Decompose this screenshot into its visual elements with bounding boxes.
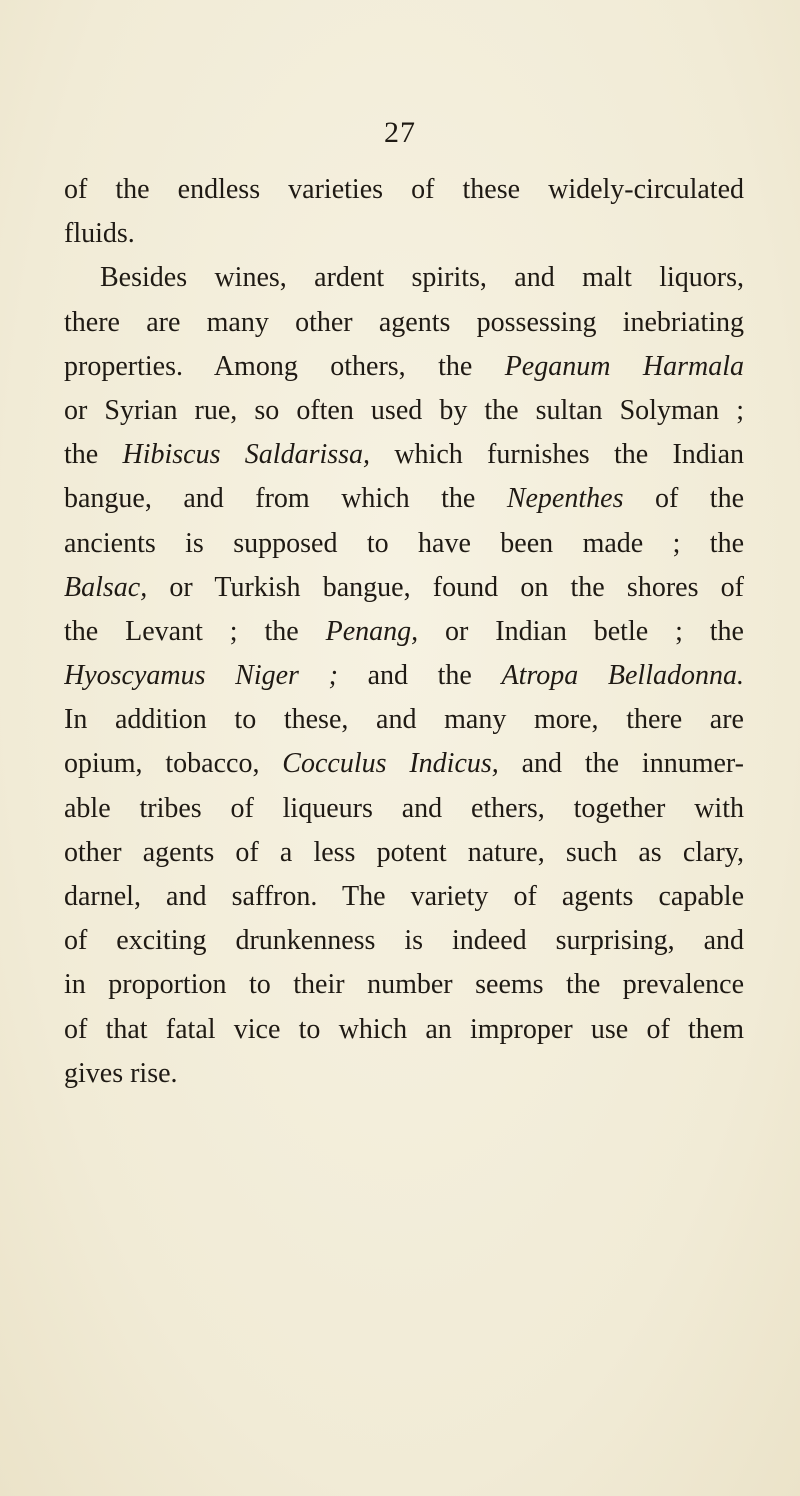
text-line (64, 610, 744, 654)
text-segment: fluids. (64, 218, 135, 250)
text-segment: properties. Among others, the (64, 350, 505, 382)
text-segment: in proportion to their number seems the prevalence (64, 969, 744, 1001)
text-segment: of exciting drunkenness is indeed surprising, and (64, 925, 744, 957)
text-line (64, 787, 744, 831)
text-segment: there are many other agents possessing inebriating (64, 306, 744, 338)
italic-term: Cocculus Indicus, (282, 748, 499, 780)
italic-term: Hibiscus Saldarissa, (122, 439, 371, 471)
text-segment: or Syrian rue, so often used by the sultan Solyman ; (64, 394, 744, 426)
italic-term: Balsac, (64, 571, 148, 603)
text-segment: gives rise. (64, 1057, 178, 1089)
text-line (64, 301, 744, 345)
text-line (64, 168, 744, 212)
text-segment: and the innumer- (498, 748, 744, 780)
text-line (64, 698, 744, 742)
text-segment: Besides wines, ardent spirits, and malt liquors, (100, 262, 744, 294)
italic-term: Atropa Belladonna. (501, 660, 744, 692)
text-segment: In addition to these, and many more, there are (64, 704, 744, 736)
text-line (64, 389, 744, 433)
text-segment: or Turkish bangue, found on the shores of (147, 571, 744, 603)
text-segment: the Levant ; the (64, 615, 326, 647)
text-segment: the (64, 439, 123, 471)
text-line (64, 1052, 744, 1096)
text-segment: other agents of a less potent nature, such as clary, (64, 836, 744, 868)
text-segment: of that fatal vice to which an improper use of them (64, 1013, 744, 1045)
text-segment: ancients is supposed to have been made ; the (64, 527, 744, 559)
text-line (64, 345, 744, 389)
italic-term: Penang, (325, 615, 419, 647)
text-segment: of the (623, 483, 744, 515)
text-line (64, 212, 744, 256)
text-line (64, 566, 744, 610)
page-number: 27 (384, 116, 416, 149)
italic-term: Nepenthes (506, 483, 624, 515)
italic-term: Hyoscyamus Niger ; (64, 660, 338, 692)
text-segment: able tribes of liqueurs and ethers, together with (64, 792, 744, 824)
italic-term: Peganum Harmala (504, 350, 744, 382)
text-line (64, 256, 744, 300)
text-line (64, 963, 744, 1007)
text-line (64, 831, 744, 875)
text-segment: and the (337, 660, 502, 692)
text-line (64, 1008, 744, 1052)
text-line (64, 919, 744, 963)
text-segment: or Indian betle ; the (418, 615, 744, 647)
text-segment: bangue, and from which the (64, 483, 507, 515)
text-line (64, 742, 744, 786)
text-line (64, 433, 744, 477)
text-line (64, 522, 744, 566)
text-segment: opium, tobacco, (64, 748, 283, 780)
text-segment: of the endless varieties of these widely-circulated (64, 174, 744, 205)
text-segment: which furnishes the Indian (370, 439, 744, 471)
text-segment: darnel, and saffron. The variety of agents capable (64, 881, 744, 912)
text-line (64, 875, 744, 919)
body-text (64, 168, 744, 1096)
text-line (64, 477, 744, 521)
text-line (64, 654, 744, 698)
